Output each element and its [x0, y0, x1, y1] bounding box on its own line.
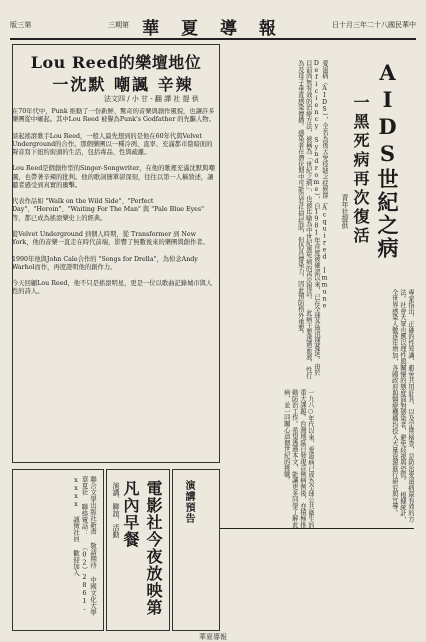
movie-ad-title: 電影社今夜放映第凡內早餐	[121, 480, 163, 616]
lou-reed-subtitle: 一沈默 嘲諷 辛辣	[52, 75, 194, 94]
lou-reed-body: 在70年代中，Punk 推動了一份新鮮、驚奇的音樂與創作風貌，也讓許多樂團從中崛起。其中Lou Reed 被譽為Punk's Godfather 的先驅人物。 談起搖滾歌手Lou Reed，一般人最先想到的是他在60年代與Velvet Underground的合作。那個樂團以一種冷冽、直率、充滿都市陰暗面的聲音寫下紐約街頭的生活，包括毒品、性與疏離。 Lou Reed是個創作型的Singer-Songwriter，在他的歌裡充滿沈默與嘲諷，也帶著辛辣的批判。他的歌詞簡單卻深刻，往往以第一人稱敘述，讓聽者感受到真實的衝擊。 代表作品如 "Walk on the Wild Side"、"Perfect Day"、"Heroin"、"Waiting For The Man" 與 "Pale Blue Eyes" 等，都已成為搖滾樂史上的經典。 從Velvet Underground 到個人時期，從 Transformer 到 New York，他的音樂一直走在時代前端，影響了無數後來的樂團與創作者。 1990年他與John Cale合作的 "Songs for Drella"，為悼念Andy Warhol而作，再度證明他的創作力。 今天回顧Lou Reed，他不只是搖滾明星，更是一位以歌曲記錄城市與人性的詩人。	[12, 108, 215, 296]
lou-reed-byline: 法文四 / 小 甘 - 翻 譯 社 提 供	[104, 95, 199, 103]
right-column	[220, 44, 414, 629]
ad-left-text: 聯合文學出版社新書 敬請期待 中國文化大學 華夏社 聯絡電話： （02）2861-xxxx 誠徵社員 歡迎加入	[72, 476, 97, 616]
lecture-ad	[172, 469, 220, 631]
left-column	[12, 44, 218, 629]
issue-date: 日十月三年二十八國民華中	[332, 21, 416, 29]
lou-reed-title: Lou Reed的樂壇地位	[30, 53, 202, 72]
aids-body-3: 一九八○年代以來，愛滋病已成為全球公共衛生的重大課題。台灣地區自發現首例病例後，亦積極推動防治工作。希望透過本文，能讓更多同學了解此病，並一同關心這個世紀的挑戰。	[282, 389, 314, 529]
ad-left	[12, 469, 104, 631]
movie-ad	[106, 469, 170, 631]
paper-title: 華 夏 導 報	[142, 19, 284, 39]
masthead	[10, 14, 416, 40]
aids-byline: 青年社提供	[341, 194, 349, 229]
movie-ad-small: 演講．聯誼．活動	[112, 482, 120, 538]
lecture-ad-title: 演講預告	[183, 480, 194, 524]
issue-number: 三期第	[108, 21, 129, 29]
aids-body-2: 專家指出，正確的性知識、避免共用針具、以及定期檢查，是防治愛滋病最有效的方法。社會大眾也應以理性與關懷的態度面對感染者，避免歧視與恐慌。 根據統計，全世界感染人數逐年增加，各國政府與醫療機構均投入大量資源進行研究與宣導。	[390, 289, 414, 523]
content-grid	[12, 44, 414, 629]
right-bottom-strip	[220, 528, 414, 629]
aids-body: 愛滋病（AIDS），全名為後天免疫缺乏症候群（Acquired Immune Deficiency Syndrome），自1981年首度被確認以來，已在全球各地迅速蔓延。由於目前尚無有效的治療方法，被稱為「世紀之病」，也被比喻為中世紀黑死病的再次復活。 此病主要透過血液、性行為及母子垂直感染傳播。感染者在潛伏期中可能沒有任何症狀，但仍具傳染力，因此預防格外重要。	[296, 60, 328, 379]
footer: 華夏導報	[199, 633, 227, 641]
aids-title: AIDS世紀之病	[375, 60, 400, 260]
aids-subtitle: 一黑死病再次復活	[351, 94, 370, 246]
page-number: 版三第	[10, 21, 32, 29]
